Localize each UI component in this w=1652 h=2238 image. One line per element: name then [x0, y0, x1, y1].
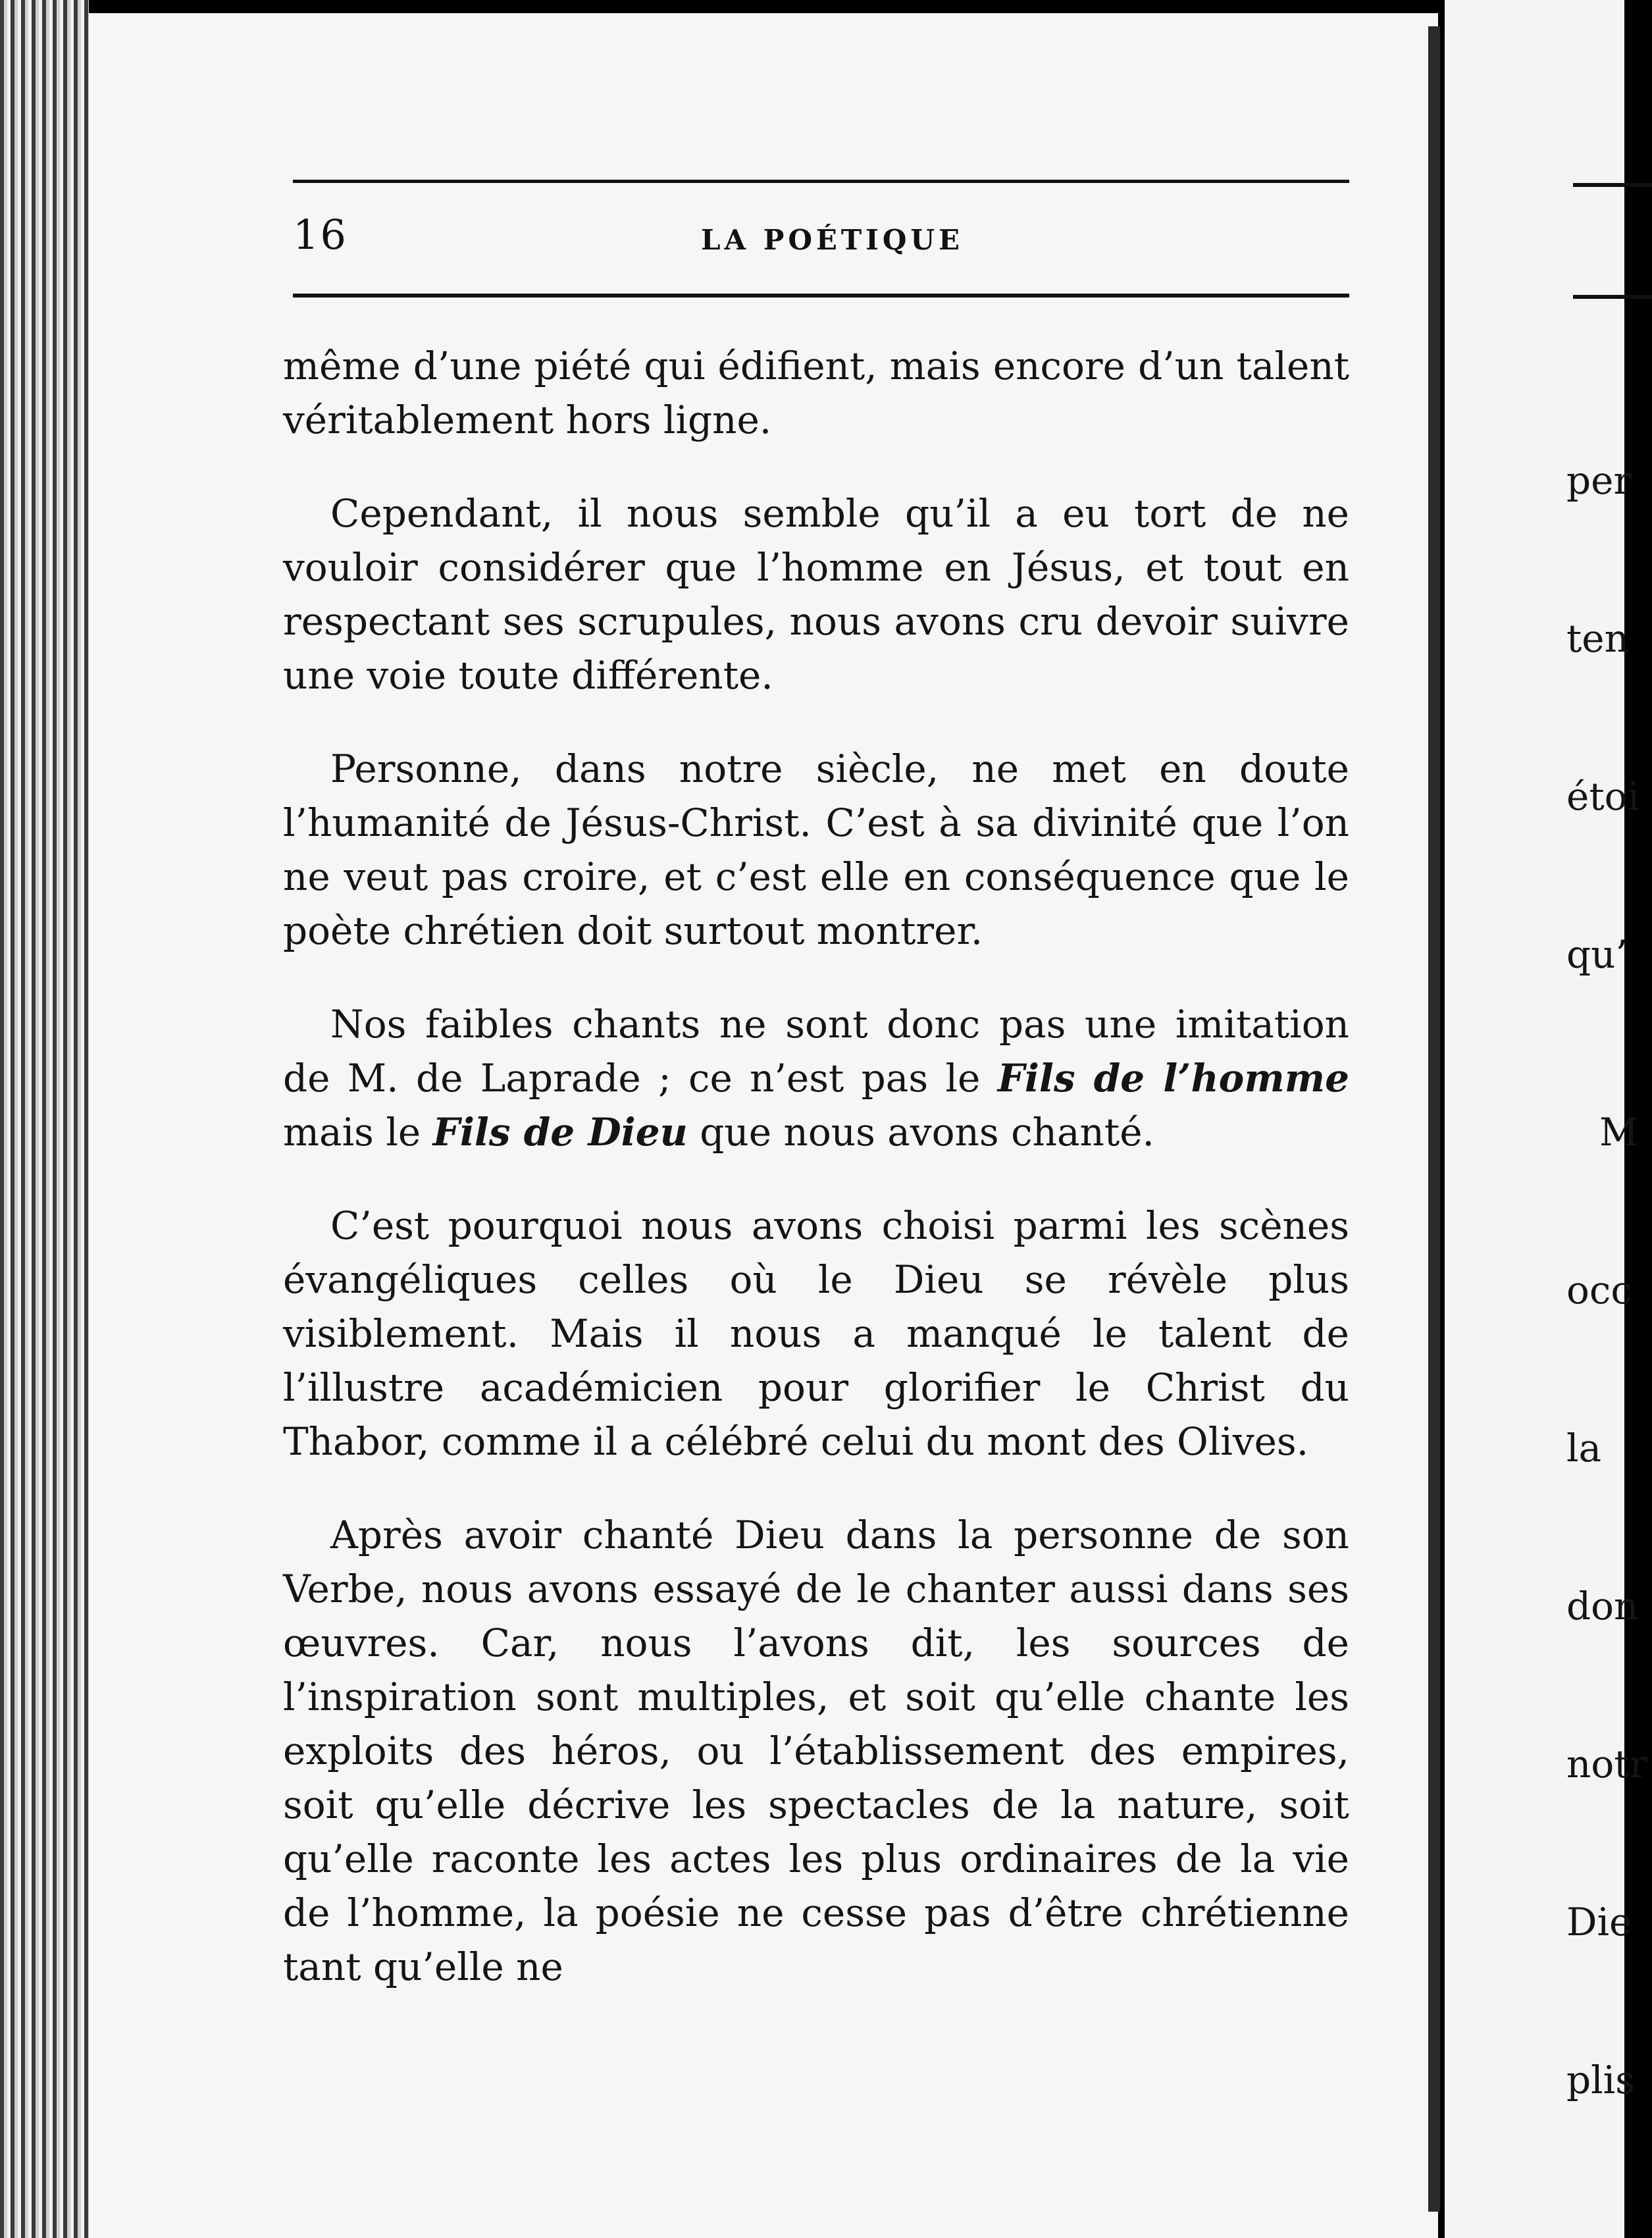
facing-fragment: don [1566, 1584, 1639, 1628]
italic-title: Fils de Dieu [432, 1110, 688, 1155]
page-gutter-shadow [1428, 26, 1440, 2212]
body-text [283, 339, 1349, 1994]
paragraph-text: Nos faibles chants ne sont donc pas une imitation de M. de Laprade ; ce n’est pas le [283, 1002, 1349, 1101]
facing-page [1445, 0, 1648, 2238]
paragraph: Cependant, il nous semble qu’il a eu tort de ne vouloir considérer que l’homme en Jésus, et tout en respectant ses scrupules, nous avons cru devoir suivre une voie toute différente. [283, 491, 1349, 698]
header-rule-top [293, 180, 1349, 183]
facing-fragment: M [1599, 1110, 1639, 1155]
facing-fragment: plis [1566, 2058, 1635, 2102]
paragraph [283, 997, 1349, 1159]
paragraph: même d’une piété qui édifient, mais encore d’un talent véritablement hors ligne. [283, 344, 1349, 442]
facing-fragment: notr [1566, 1742, 1648, 1786]
facing-fragment: qu’ [1566, 932, 1628, 977]
facing-fragment: Die [1566, 1900, 1632, 1944]
facing-fragment: per [1566, 458, 1632, 503]
paragraph: C’est pourquoi nous avons choisi parmi les scènes évangéliques celles où le Dieu se révèle plus visiblement. Mais il nous a manqué le talent de l’illustre académicien pour glorifier le Christ du Thabor, comme il a célébré celui du mont des Olives. [283, 1203, 1349, 1464]
page-number: 16 [293, 211, 348, 259]
facing-page-text [1566, 349, 1647, 2212]
running-title: LA POÉTIQUE [701, 224, 964, 256]
paragraph-text: mais le [283, 1110, 433, 1155]
facing-fragment: ten [1566, 616, 1629, 661]
paragraph: Après avoir chanté Dieu dans la personne de son Verbe, nous avons essayé de le chanter aussi dans ses œuvres. Car, nous l’avons dit, les sources de l’inspiration sont multiples, et soit qu’elle chante les exploits des héros, ou l’établissement des empires, soit qu’elle décrive les spectacles de la nature, soit qu’elle raconte les actes les plus ordinaires de la vie de l’homme, la poésie ne cesse pas d’être chrétienne tant qu’elle ne [283, 1513, 1349, 1989]
facing-page-rule-bottom [1573, 295, 1652, 299]
paragraph: Personne, dans notre siècle, ne met en doute l’humanité de Jésus-Christ. C’est à sa divinité que l’on ne veut pas croire, et c’est elle en conséquence que le poète chrétien doit surtout montrer. [283, 746, 1349, 953]
facing-fragment: la [1566, 1426, 1614, 1470]
facing-fragment: occ [1566, 1268, 1632, 1313]
book-spine-edge [0, 0, 89, 2238]
paragraph-text: que nous avons chanté. [687, 1110, 1154, 1155]
running-head [293, 211, 1349, 263]
facing-page-rule-top [1573, 183, 1652, 187]
italic-title: Fils de l’homme [997, 1056, 1349, 1101]
header-rule-bottom [293, 294, 1349, 298]
facing-fragment: étoi [1566, 774, 1640, 819]
